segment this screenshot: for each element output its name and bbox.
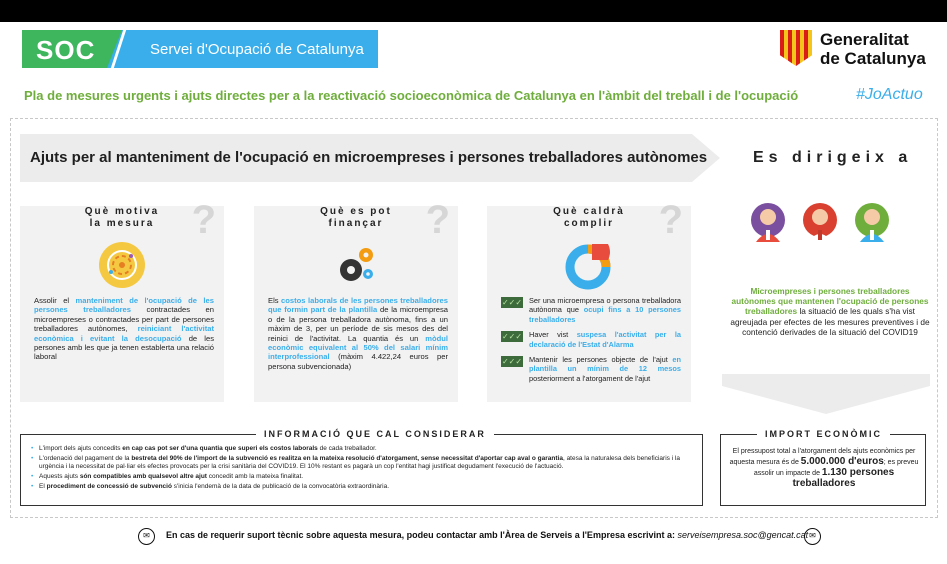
hashtag: #JoActuo [856,86,923,103]
soc-banner [22,30,378,68]
info-list [29,445,695,493]
card-requirements [487,198,691,402]
info-item: • El procediment de concessió de subvenció s'inicia l'endemà de la data de publicació de la convocatòria extraordinària. [29,483,695,491]
check-icon: ✓✓✓ [501,298,523,307]
card-checklist [501,296,681,389]
import-text: El pressupost total a l'atorgament dels ajuts econòmics per aquesta mesura és de 5.000.000 d'euros; es preveu assolir un impacte de 1.130 persones treballadores [729,448,919,489]
info-heading: INFORMACIÓ QUE CAL CONSIDERAR [256,429,494,439]
soc-name: Servei d'Ocupació de Catalunya [150,41,364,58]
person-red-icon [802,202,838,248]
import-heading: IMPORT ECONÒMIC [757,429,890,439]
card-heading-line1: Què es pot [320,206,392,217]
checklist-item: ✓✓✓ Ser una microempresa o persona treballadora autònoma que ocupi fins a 10 persones treballadores [501,296,681,324]
info-item: • L'import dels ajuts concedits en cap cas pot ser d'una quantia que superi els costos laborals de cada treballador. [29,445,695,453]
directed-to-title: Es dirigeix a [753,149,913,166]
import-box [720,429,926,506]
card-heading-line2: la mesura [89,218,155,229]
mail-icon: ✉ [138,528,155,545]
card-heading [254,206,458,230]
soc-logo: SOC [36,35,96,65]
top-black-bar [0,0,947,22]
footer-email-link[interactable]: serveisempresa.soc@gencat.cat [677,530,809,540]
card-heading [487,206,691,230]
card-heading [20,206,224,230]
card-body: Assolir el manteniment de l'ocupació de les persones treballadores contractades en microempreses o contractades per part de persones treballadores autònomes, reiniciant l'activitat econòmica i evitant la desocupació de les persones amb les que ja tenen establerta una relació laboral [34,296,214,362]
person-purple-icon [750,202,786,248]
measure-title: Ajuts per al manteniment de l'ocupació en microempreses i persones treballadores autònomes [30,149,708,166]
card-heading-line1: Què caldrà [553,206,625,217]
generalitat-flag-icon [780,30,812,66]
card-heading-line1: Què motiva [84,206,160,217]
info-item: • L'ordenació del pagament de la bestreta del 90% de l'import de la subvenció es realitza en la mateixa resolució d'atorgament, sense necessitat d'aportar cap aval o garantia, atesa la naturalesa dels beneficiaris i la urgència i la necessitat de pal·liar els efectes provocats per la crisi sanitària del COVID19. El 10% restant es pagarà un cop l'entitat hagi justificat degudament l'execució de l'actuació. [29,455,695,471]
card-financing [254,198,458,402]
footer-contact: En cas de requerir suport tècnic sobre aquesta mesura, podeu contactar amb l'Àrea de Serveis a l'Empresa escrivint a: serveisempresa.soc@gencat.cat [166,530,809,540]
info-box [20,429,703,506]
checklist-item: ✓✓✓ Mantenir les persones objecte de l'ajut en plantilla un mínim de 12 mesos posteriorment a l'atorgament de l'ajut [501,355,681,383]
check-icon: ✓✓✓ [501,357,523,367]
card-heading-line2: finançar [328,218,384,229]
question-mark-icon: ? [191,198,216,242]
plan-subtitle: Pla de mesures urgents i ajuts directes per a la reactivació socioeconòmica de Catalunya en l'àmbit del treball i de l'ocupació [24,88,799,103]
card-body: Els costos laborals de les persones treballadores que formin part de la plantilla de la microempresa o de la persona treballadora autònoma, fins a un màxim de 3, per un període de sis mesos des del reinici de l'activitat. La quantia és un mòdul econòmic equivalent al 50% del salari mínim interprofessional (màxim 4.422,24 euros per persona subvencionada) [268,296,448,371]
generalitat-line1: Generalitat [820,30,909,49]
mail-icon[interactable]: ✉ [804,528,821,545]
generalitat-line2: de Catalunya [820,49,926,68]
question-mark-icon: ? [658,198,683,242]
card-heading-line2: complir [563,218,615,229]
info-item: • Aquests ajuts són compatibles amb qualsevol altre ajut concedit amb la mateixa finalitat. [29,473,695,481]
person-green-icon [854,202,890,248]
pie-chart-icon [564,240,614,290]
gears-icon [331,240,381,290]
target-icon [97,240,147,290]
question-mark-icon: ? [425,198,450,242]
check-icon: ✓✓✓ [501,332,523,342]
target-description: Microempreses i persones treballadores autònomes que mantenen l'ocupació de persones treballadores la situació de les quals s'ha vist agreujada per efectes de les mesures preventives i de contenció derivades de la situació del COVID19 [730,286,930,337]
card-motivation [20,198,224,402]
checklist-item: ✓✓✓ Haver vist suspesa l'activitat per la declaració de l'Estat d'Alarma [501,330,681,349]
generalitat-logo [820,30,926,68]
target-persons-group [750,202,900,248]
